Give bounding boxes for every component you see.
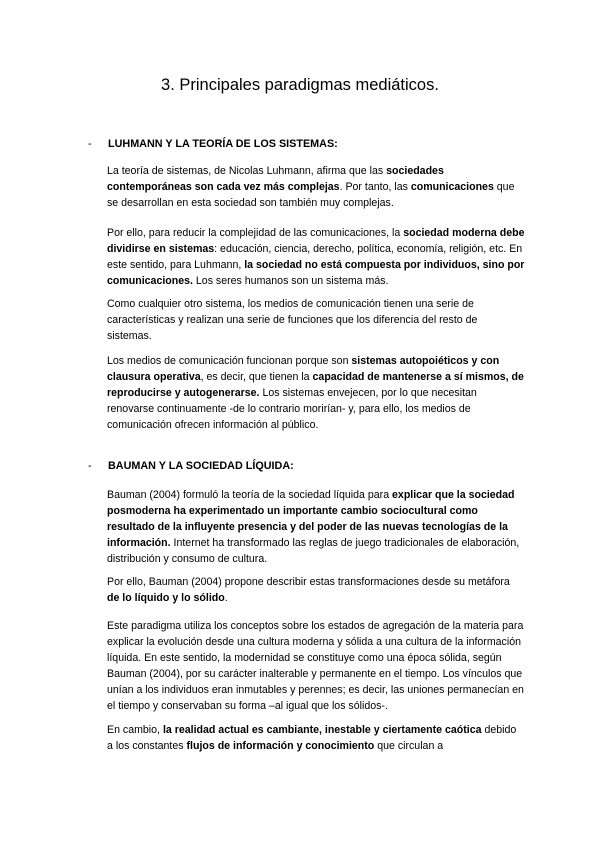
bold-text-run: comunicaciones	[410, 181, 494, 193]
text-run: Los medios de comunicación funcionan porque son	[107, 355, 352, 367]
paragraph	[107, 618, 525, 714]
paragraph	[107, 353, 525, 433]
bullet-dash: -	[88, 138, 92, 150]
text-run: . Por tanto, las	[339, 181, 411, 193]
paragraph	[107, 296, 525, 344]
bold-text-run: capacidad de mantenerse a sí mismos, de reproducirse y autogenerarse.	[107, 371, 524, 399]
text-run: Este paradigma utiliza los conceptos sobre los estados de agregación de la materia para explicar la evolución desde una cultura moderna y sólida a una cultura de la información líquida. En este sentido, la modernidad se constituye como una época sólida, según Bauman (2004), por su carácter inalterable y permanente en el tiempo. Los vínculos que unían a los individuos eran inmutables y perennes; es decir, las uniones permanecían en el tiempo y conservaban su forma –al igual que los sólidos-.	[107, 620, 524, 712]
text-run: Los seres humanos son un sistema más.	[192, 275, 389, 287]
paragraph	[107, 487, 525, 567]
text-run: Los sistemas envejecen, por lo que necesitan renovarse continuamente -de lo contrario morirían- y, para ello, los medios de comunicación ofrecen información al público.	[107, 387, 477, 431]
paragraph	[107, 574, 525, 606]
text-run: La teoría de sistemas, de Nicolas Luhmann, afirma que las	[107, 165, 387, 177]
bold-text-run: la realidad actual es cambiante, inestable y ciertamente caótica	[162, 724, 482, 736]
text-run: En cambio,	[107, 724, 163, 736]
text-run: debido a los constantes	[107, 724, 517, 752]
section-heading-bauman	[88, 460, 294, 472]
bold-text-run: sociedades contemporáneas son cada vez más complejas	[107, 165, 444, 193]
bold-text-run: la sociedad no está compuesta por individuos, sino por comunicaciones.	[107, 259, 525, 287]
paragraph	[107, 225, 525, 289]
bold-text-run: explicar que la sociedad posmoderna ha experimentado un importante cambio sociocultural como resultado de la influyente presencia y del poder de las nuevas tecnologías de la información.	[107, 489, 515, 549]
section-heading-text: LUHMANN Y LA TEORÍA DE LOS SISTEMAS:	[108, 138, 338, 150]
bullet-dash: -	[88, 460, 92, 472]
section-heading-luhmann	[88, 138, 338, 150]
text-run: , es decir, que tienen la	[200, 371, 313, 383]
text-run: que se desarrollan en esta sociedad son también muy complejas.	[107, 181, 515, 209]
bold-text-run: sistemas autopoiéticos y con clausura operativa	[107, 355, 500, 383]
bold-text-run: flujos de información y conocimiento	[186, 740, 375, 752]
bold-text-run: de lo líquido y lo sólido	[107, 592, 225, 604]
section-heading-text: BAUMAN Y LA SOCIEDAD LÍQUIDA:	[108, 460, 294, 472]
paragraph	[107, 163, 525, 211]
text-run: Por ello, Bauman (2004) propone describir estas transformaciones desde su metáfora	[107, 576, 510, 588]
text-run: Internet ha transformado las reglas de juego tradicionales de elaboración, distribución y consumo de cultura.	[107, 537, 520, 565]
text-run: : educación, ciencia, derecho, política, economía, religión, etc. En este sentido, para Luhmann,	[107, 243, 523, 271]
text-run: que circulan a	[374, 740, 444, 752]
text-run: Como cualquier otro sistema, los medios de comunicación tienen una serie de características y realizan una serie de funciones que los diferencia del resto de sistemas.	[107, 298, 478, 342]
text-run: Por ello, para reducir la complejidad de las comunicaciones, la	[107, 227, 404, 239]
text-run: Bauman (2004) formuló la teoría de la sociedad líquida para	[107, 489, 393, 501]
text-run: .	[224, 592, 228, 604]
paragraph	[107, 722, 525, 754]
page-title: 3. Principales paradigmas mediáticos.	[161, 76, 439, 94]
bold-text-run: sociedad moderna debe dividirse en sistemas	[107, 227, 525, 255]
